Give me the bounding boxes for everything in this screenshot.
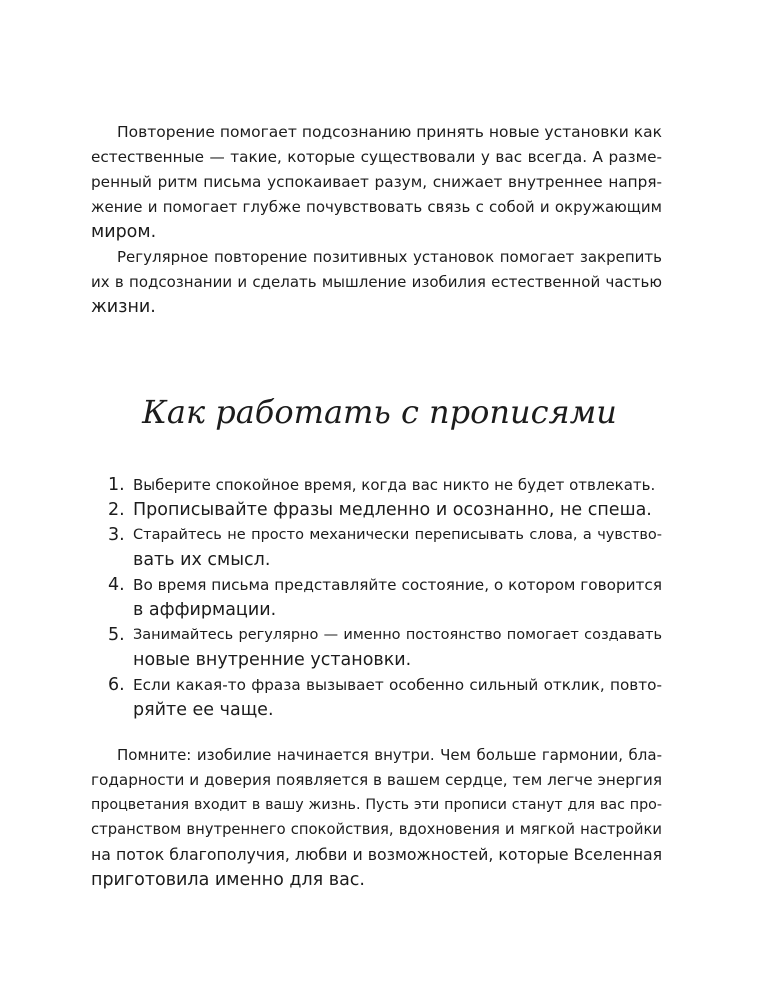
text-line: естественные — такие, которые существовали у вас всегда. А разме- [91, 148, 662, 166]
text-line: на поток благополучия, любви и возможностей, которые Вселенная [91, 845, 662, 864]
text-line: Прописывайте фразы медленно и осознанно, не спеша. [133, 500, 652, 520]
text-line: процветания входит в вашу жизнь. Пусть эти прописи станут для вас про- [91, 797, 662, 813]
text-line: новые внутренние установки. [133, 650, 412, 670]
section-heading: Как работать с прописями [142, 393, 617, 431]
text-line: Занимайтесь регулярно — именно постоянство помогает создавать [133, 627, 662, 643]
list-number: 2. [108, 500, 125, 520]
text-line: странством внутреннего спокойствия, вдохновения и мягкой настройки [91, 821, 662, 838]
text-line: вать их смысл. [133, 550, 271, 570]
text-line: в аффирмации. [133, 600, 277, 620]
text-line: Регулярное повторение позитивных установок помогает закрепить [117, 248, 662, 266]
list-number: 1. [108, 475, 125, 495]
text-line: жизни. [91, 297, 156, 317]
text-line: Повторение помогает подсознанию принять новые установки как [117, 123, 662, 141]
text-line: их в подсознании и сделать мышление изобилия естественной частью [91, 273, 662, 291]
list-number: 4. [108, 575, 125, 595]
text-line: жение и помогает глубже почувствовать связь с собой и окружающим [91, 198, 662, 216]
list-number: 5. [108, 625, 125, 645]
text-line: Старайтесь не просто механически переписывать слова, а чувство- [133, 527, 662, 543]
list-number: 3. [108, 525, 125, 545]
text-line: Выберите спокойное время, когда вас никто не будет отвлекать. [133, 476, 656, 494]
text-line: Во время письма представляйте состояние, о котором говорится [133, 576, 662, 594]
text-line: приготовила именно для вас. [91, 870, 365, 890]
text-line: миром. [91, 222, 157, 242]
text-line: годарности и доверия появляется в вашем сердце, тем легче энергия [91, 771, 662, 789]
text-line: ряйте ее чаще. [133, 700, 274, 720]
list-number: 6. [108, 675, 125, 695]
text-line: Если какая-то фраза вызывает особенно сильный отклик, повто- [133, 676, 662, 694]
text-line: ренный ритм письма успокаивает разум, снижает внутреннее напря- [91, 173, 662, 191]
text-line: Помните: изобилие начинается внутри. Чем больше гармонии, бла- [117, 746, 662, 764]
